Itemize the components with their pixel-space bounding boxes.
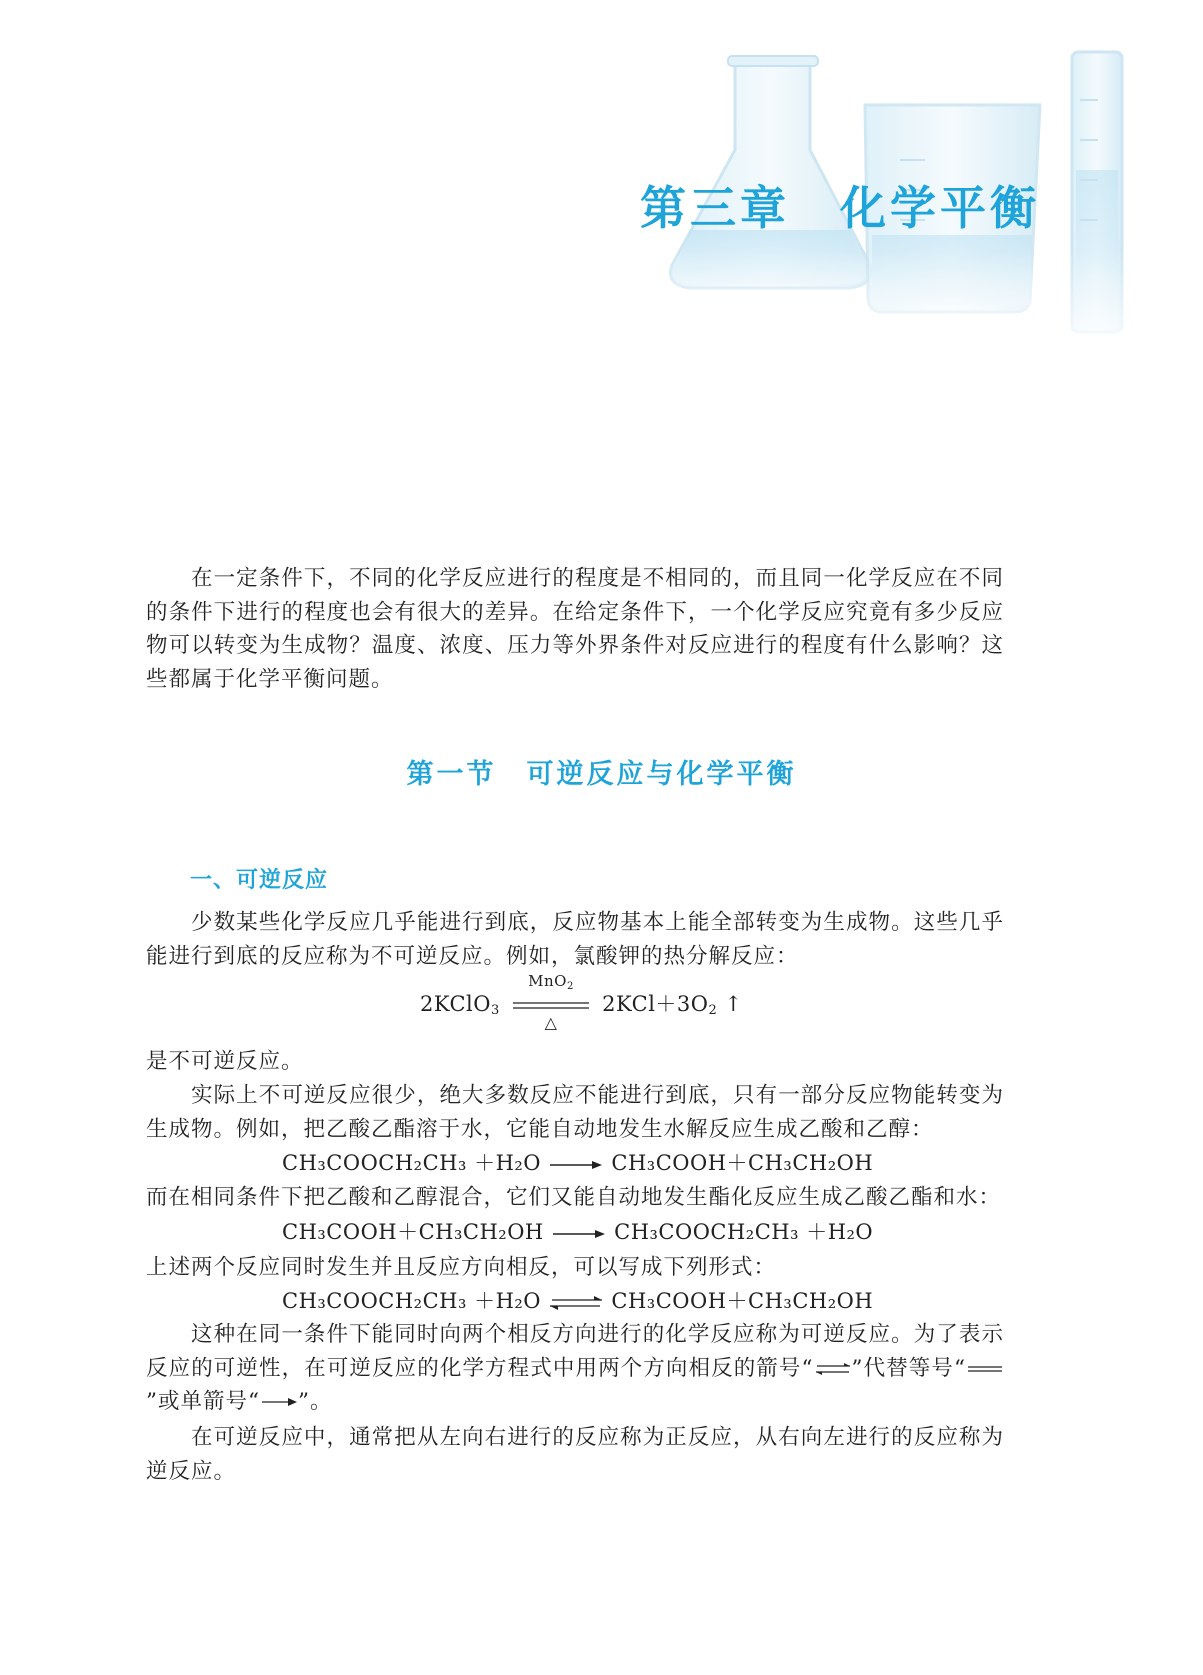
paragraph-hydrolysis: 实际上不可逆反应很少，绝大多数反应不能进行到底，只有一部分反应物能转变为生成物。例如，把乙酸乙酯溶于水，它能自动地发生水解反应生成乙酸和乙醇： — [146, 1083, 1004, 1142]
right-arrow-icon — [260, 1395, 298, 1409]
kclo3-reactant: 2KClO$_3$ — [420, 992, 500, 1018]
esterification-reactants: CH₃COOH＋CH₃CH₂OH — [282, 1220, 544, 1244]
paragraph-forward-reverse: 在可逆反应中，通常把从左向右进行的反应称为正反应，从右向左进行的反应称为逆反应。 — [146, 1425, 1004, 1484]
hydrolysis-reactants: CH₃COOCH₂CH₃ ＋H₂O — [282, 1151, 542, 1175]
subsection-title: 一、可逆反应 — [190, 867, 329, 893]
right-arrow-icon — [551, 1227, 607, 1241]
reversible-products: CH₃COOH＋CH₃CH₂OH — [611, 1289, 874, 1313]
catalyst-equals-sign — [513, 971, 589, 1032]
equation-kclo3 — [420, 971, 743, 1032]
right-arrow-icon — [548, 1158, 604, 1172]
paragraph-esterification: 而在相同条件下把乙酸和乙醇混合，它们又能自动地发生酯化反应生成乙酸乙酯和水： — [146, 1185, 1002, 1210]
gas-arrow-icon: ↑ — [724, 992, 743, 1016]
equation-hydrolysis — [282, 1147, 873, 1177]
equals-sign-icon — [966, 1362, 1004, 1376]
paragraph-reversible-definition: 这种在同一条件下能同时向两个相反方向进行的化学反应称为可逆反应。为了表示反应的可逆性，在可逆反应的化学方程式中用两个方向相反的箭号“ ”代替等号“”或单箭号“ ”。 — [146, 1322, 1004, 1414]
reversible-reactants: CH₃COOCH₂CH₃ ＋H₂O — [282, 1289, 542, 1313]
paragraph-combined: 上述两个反应同时发生并且反应方向相反，可以写成下列形式： — [146, 1255, 777, 1280]
equation-reversible — [282, 1285, 873, 1315]
paragraph-irreversible: 少数某些化学反应几乎能进行到底，反应物基本上能全部转变为生成物。这些几乎能进行到底的反应称为不可逆反应。例如，氯酸钾的热分解反应： — [146, 910, 1004, 969]
section-title: 第一节 可逆反应与化学平衡 — [406, 759, 797, 790]
catalyst-label: MnO$_2$ — [528, 971, 574, 992]
kclo3-products: $2KCl+3O_2$ ↑ — [602, 992, 743, 1018]
paragraph-irreversible-end: 是不可逆反应。 — [146, 1049, 304, 1074]
chapter-header-background — [0, 0, 1203, 360]
reversible-arrow-icon — [814, 1362, 852, 1376]
heat-condition: △ — [544, 1012, 558, 1032]
intro-paragraph: 在一定条件下，不同的化学反应进行的程度是不相同的，而且同一化学反应在不同的条件下进行的程度也会有很大的差异。在给定条件下，一个化学反应究竟有多少反应物可以转变为生成物？温度、浓度、压力等外界条件对反应进行的程度有什么影响？这些都属于化学平衡问题。 — [146, 566, 1004, 692]
hydrolysis-products: CH₃COOH＋CH₃CH₂OH — [611, 1151, 874, 1175]
esterification-products: CH₃COOCH₂CH₃ ＋H₂O — [614, 1220, 874, 1244]
chapter-title: 第三章 化学平衡 — [640, 181, 1040, 235]
reversible-arrow-icon — [548, 1295, 604, 1311]
equation-esterification — [282, 1216, 873, 1246]
